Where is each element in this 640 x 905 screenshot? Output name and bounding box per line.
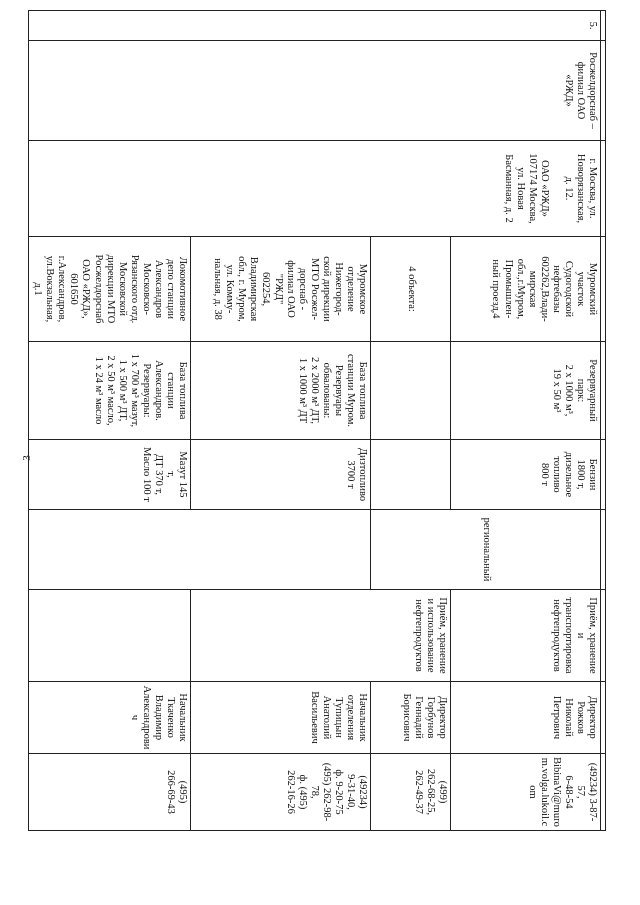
cell-line: 1 х 700 м³ мазут,: [128, 353, 140, 428]
cell-line: Приём, хранение: [437, 597, 448, 674]
cell-line: (499): [437, 780, 448, 804]
cell-line: филиал ОАО: [574, 61, 586, 120]
cell-line: дорснаб -: [296, 267, 308, 311]
row-number-cell: 5.: [29, 11, 601, 41]
cell-line: Владимирская: [248, 256, 260, 322]
cell-line: и: [574, 632, 586, 639]
cell-line: 2 х 50 м³ масло,: [104, 355, 116, 426]
cell-line: филиал ОАО: [284, 260, 296, 318]
cell-line: нефтепродуктов: [550, 599, 562, 672]
cell-line: Басманная, д. 2: [502, 154, 514, 223]
cell-line: МТО Росжел-: [308, 257, 320, 321]
cell-line: нальная, д. 38: [212, 258, 224, 320]
cell-line: 800 т: [538, 463, 550, 486]
cell-line: станции: [164, 372, 176, 409]
cell-line: 602262,Влади-: [538, 256, 550, 322]
cell-line: ф. 9-20-75: [332, 769, 344, 815]
cell-line: (49234): [357, 775, 368, 809]
cell-line: отделение: [344, 266, 356, 312]
storage-cell: [451, 342, 601, 440]
phone-cell: [191, 754, 371, 831]
head-cell: [371, 682, 451, 754]
cell-line: [550, 144, 562, 233]
organization-cell: [29, 41, 601, 141]
cell-line: Васильевич: [308, 691, 320, 744]
cell-line: 1 х 24 м³ масло: [92, 356, 104, 425]
cell-line: Московско-: [140, 263, 152, 315]
cell-line: Геннадий: [412, 696, 424, 739]
cell-line: 2 х 1000 м³,: [562, 364, 574, 417]
cell-line: Ткаченко: [164, 697, 176, 738]
cell-line: Бензин: [587, 458, 598, 491]
cell-line: Борисович: [400, 693, 412, 742]
cell-line: депо станции: [164, 258, 176, 319]
cell-line: 602254,: [260, 271, 272, 307]
cell-line: г. Москва, ул.: [587, 158, 598, 219]
header-stub-row: [601, 11, 606, 831]
cell-line: 9-31-40,: [344, 774, 356, 810]
product-cell: [29, 440, 191, 510]
cell-line: Директор: [437, 696, 448, 739]
phone-cell: [371, 754, 451, 831]
activity-cell: [191, 590, 451, 682]
storage-cell: [371, 342, 451, 440]
cell-line: Муромское: [357, 263, 368, 315]
cell-line: дирекции МТО: [104, 254, 116, 324]
cell-line: нефтепродуктов: [412, 599, 424, 672]
cell-line: Александрович: [128, 685, 152, 750]
cell-line: парк:: [574, 378, 586, 403]
cell-line: д.1: [32, 282, 44, 296]
cell-line: обл., г. Муром,: [236, 256, 248, 322]
head-cell: [29, 682, 191, 754]
cell-line: Росжелдорснаб –: [587, 52, 598, 129]
cell-line: Муромский: [587, 262, 598, 316]
cell-line: обвалованы:: [320, 362, 332, 419]
cell-line: 78,: [308, 785, 320, 799]
cell-line: «РЖД»: [562, 74, 574, 107]
cell-line: Начальник: [357, 693, 368, 742]
cell-line: мирская: [526, 270, 538, 308]
head-cell: [191, 682, 371, 754]
object-cell: [451, 237, 601, 342]
cell-line: 262-68-25,: [424, 768, 436, 816]
cell-line: Судогодской: [562, 260, 574, 318]
cell-line: ОАО «РЖД»: [538, 160, 550, 217]
cell-line: транспортировка: [562, 597, 574, 674]
level-cell-empty: [29, 510, 371, 590]
document-table: [28, 10, 606, 831]
cell-line: Анатолий: [320, 695, 332, 740]
cell-line: om: [526, 785, 538, 799]
object-cell: [191, 237, 371, 342]
head-cell: [451, 682, 601, 754]
cell-line: отделения: [344, 694, 356, 741]
cell-line: Владимир: [152, 694, 164, 741]
cell-line: станции Муром.: [344, 353, 356, 428]
storage-cell: [191, 342, 371, 440]
cell-line: 4 объекта:: [405, 266, 417, 312]
product-cell: [371, 440, 451, 510]
cell-line: 262-49-37: [412, 770, 424, 814]
cell-line: Приём, хранение: [587, 597, 598, 674]
cell-line: Резервуары: [332, 364, 344, 417]
cell-line: 6-48-54: [562, 775, 574, 809]
cell-line: 19 х 50 м³: [550, 368, 562, 413]
cell-line: Начальник: [177, 693, 188, 742]
cell-line: топливо: [550, 456, 562, 493]
object-cell: [371, 237, 451, 342]
cell-line: (49234) 3-87-: [587, 762, 598, 822]
table-row: [451, 11, 601, 831]
phone-cell: [451, 754, 601, 831]
product-cell: [191, 440, 371, 510]
cell-line: Резервуарный: [587, 359, 598, 422]
cell-line: BibinaVi@muro: [550, 757, 562, 827]
cell-line: Мазут 145: [177, 451, 188, 498]
cell-line: ДТ 370 т,: [152, 453, 164, 495]
cell-line: ул. Новая: [514, 167, 526, 210]
level-cell: региональный: [371, 510, 601, 590]
cell-line: Александров.: [152, 360, 164, 421]
cell-line: 3700 т: [344, 460, 356, 489]
cell-line: Новорязанская,: [574, 153, 586, 224]
cell-line: m.volga.lukoil.c: [538, 757, 550, 827]
cell-line: Рожков: [574, 701, 586, 734]
cell-line: Промышлен-: [502, 259, 514, 319]
cell-line: 57,: [574, 785, 586, 799]
cell-line: Горбунов: [424, 696, 436, 739]
cell-line: г.Александров,: [56, 255, 68, 323]
cell-line: ул. Комму-: [224, 264, 236, 314]
phone-cell: [29, 754, 191, 831]
cell-line: Локомотивное: [177, 256, 188, 322]
cell-line: 107174 Москва,: [526, 153, 538, 224]
cell-line: (495): [177, 780, 188, 804]
cell-line: (495) 262-98-: [320, 762, 332, 822]
address-cell: [29, 141, 601, 237]
storage-cell: [29, 342, 191, 440]
cell-line: д. 12.: [562, 176, 574, 201]
page-number: 3: [20, 455, 33, 461]
cell-line: 1 х 500 м³ ДТ,: [116, 359, 128, 422]
cell-line: ф. (495): [296, 774, 308, 810]
cell-line: Московской: [116, 261, 128, 317]
cell-line: Масло 100 т: [140, 447, 152, 502]
cell-line: ул.Вокзальная,: [44, 255, 56, 323]
cell-line: 1 х 1000 м³ ДТ: [296, 357, 308, 424]
cell-line: Николай: [562, 698, 574, 737]
cell-line: "РЖД": [272, 273, 284, 305]
cell-line: участок: [574, 271, 586, 307]
product-cell: [451, 440, 601, 510]
cell-line: База топлива: [357, 361, 368, 420]
cell-line: Нижегород-: [332, 262, 344, 316]
cell-line: 1800 т,: [574, 459, 586, 490]
cell-line: и использование: [424, 598, 436, 673]
activity-cell-empty: [29, 590, 191, 682]
cell-line: нефтебазы: [550, 265, 562, 313]
cell-line: Росжелдорснаб: [92, 254, 104, 324]
cell-line: 2 х 2000 м³ ДТ,: [308, 357, 320, 424]
activity-cell: [451, 590, 601, 682]
cell-line: Резервуары:: [140, 363, 152, 418]
cell-line: 601650: [68, 273, 80, 305]
cell-line: 262-16-26: [284, 770, 296, 814]
cell-line: Петрович: [550, 695, 562, 740]
cell-line: ОАО «РЖД»,: [80, 259, 92, 319]
cell-line: Тупицын: [332, 697, 344, 738]
cell-line: База топлива: [177, 361, 188, 420]
cell-line: ской дирекции: [320, 256, 332, 322]
cell-line: Рязанского отд.: [128, 254, 140, 324]
object-cell: [29, 237, 191, 342]
cell-line: Дизтопливо: [357, 447, 368, 502]
cell-line: т,: [164, 471, 176, 478]
cell-line: обл.,г.Муром,: [514, 258, 526, 320]
cell-line: Директор: [587, 696, 598, 739]
cell-line: ный проезд,4: [490, 259, 502, 319]
cell-line: 266-69-43: [164, 770, 176, 814]
rotated-table-container: [32, 10, 606, 830]
cell-line: дизельное: [562, 451, 574, 498]
cell-line: Александров: [152, 259, 164, 319]
